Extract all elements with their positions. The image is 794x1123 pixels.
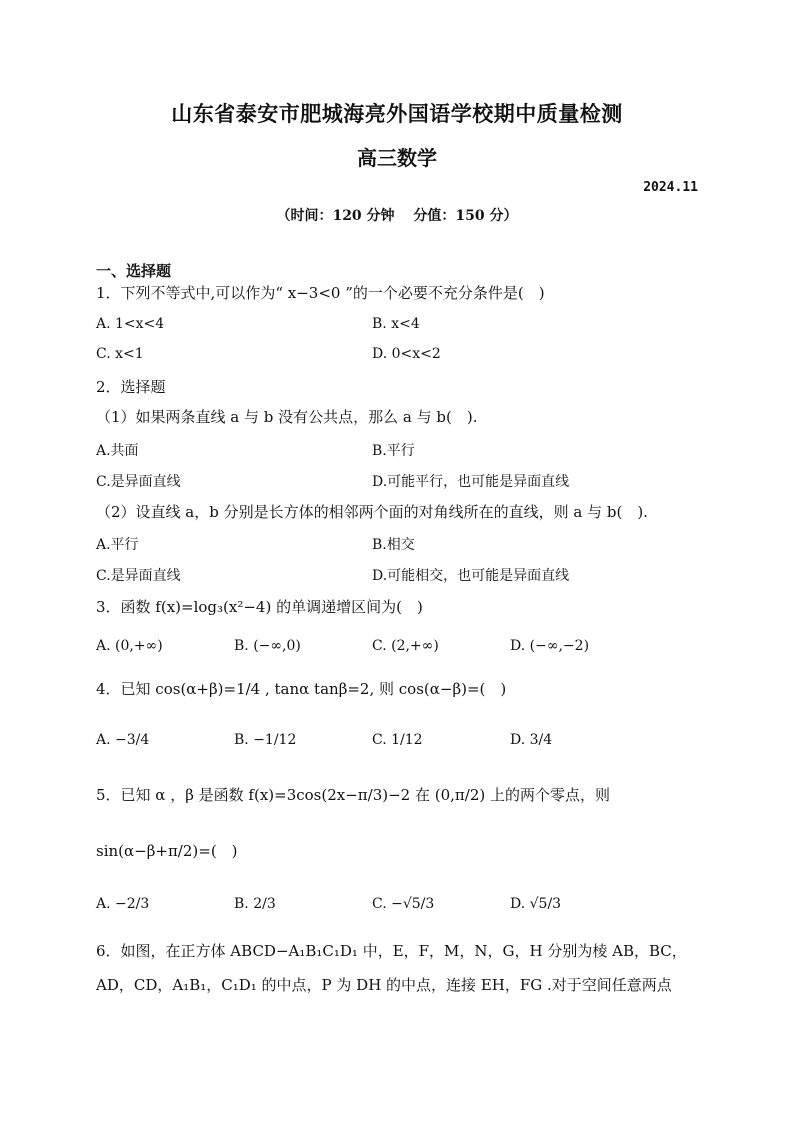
question-4-option-d: D. 3/4 (510, 732, 553, 748)
question-6-line-1: 6．如图，在正方体 ABCD−A₁B₁C₁D₁ 中，E，F，M，N，G，H 分别为棱 AB，BC， (96, 942, 687, 960)
question-4-option-c: C. 1/12 (372, 732, 423, 748)
question-5-option-d: D. √5/3 (510, 896, 562, 912)
exam-date: 2024.11 (643, 180, 698, 195)
page-subtitle: 高三数学 (357, 146, 437, 170)
question-1-option-c: C. x<1 (96, 346, 144, 362)
question-2-2-option-a: A.平行 (96, 537, 139, 553)
question-2-2-option-d: D.可能相交，也可能是异面直线 (372, 568, 570, 584)
section-heading: 一、选择题 (96, 262, 172, 280)
question-2-2-option-b: B.相交 (372, 537, 415, 553)
question-4-stem: 4．已知 cos(α+β)=1/4 , tanα tanβ=2, 则 cos(α−β)=( ) (96, 680, 507, 698)
page-title: 山东省泰安市肥城海亮外国语学校期中质量检测 (171, 101, 623, 126)
question-6-line-2: AD，CD，A₁B₁，C₁D₁ 的中点，P 为 DH 的中点，连接 EH，FG .对于空间任意两点 (96, 976, 672, 994)
question-4-option-b: B. −1/12 (234, 732, 297, 748)
question-2-1-option-a: A.共面 (96, 443, 139, 459)
question-2-1-option-c: C.是异面直线 (96, 474, 181, 490)
question-2-stem: 2．选择题 (96, 378, 166, 396)
question-3-stem: 3．函数 f(x)=log₃(x²−4) 的单调递增区间为( ) (96, 598, 423, 616)
question-3-option-b: B. (−∞,0) (234, 638, 301, 654)
question-2-1-option-d: D.可能平行，也可能是异面直线 (372, 474, 570, 490)
exam-info: （时间：120 分钟 分值：150 分） (276, 208, 518, 224)
question-5-stem: 5．已知 α ，β 是函数 f(x)=3cos(2x−π/3)−2 在 (0,π/2) 上的两个零点，则 (96, 786, 610, 804)
question-1-option-d: D. 0<x<2 (372, 346, 441, 362)
question-3-option-d: D. (−∞,−2) (510, 638, 590, 654)
question-2-2-option-c: C.是异面直线 (96, 568, 181, 584)
question-1-option-a: A. 1<x<4 (96, 316, 165, 332)
question-3-option-a: A. (0,+∞) (96, 638, 163, 654)
question-2-part-2: （2）设直线 a，b 分别是长方体的相邻两个面的对角线所在的直线，则 a 与 b( ). (96, 503, 648, 521)
question-2-1-option-b: B.平行 (372, 443, 415, 459)
question-3-option-c: C. (2,+∞) (372, 638, 439, 654)
question-5-option-b: B. 2/3 (234, 896, 276, 912)
question-4-option-a: A. −3/4 (96, 732, 150, 748)
question-2-part-1: （1）如果两条直线 a 与 b 没有公共点，那么 a 与 b( ). (96, 408, 478, 426)
question-1-option-b: B. x<4 (372, 316, 420, 332)
question-5-stem-continued: sin(α−β+π/2)=( ) (96, 842, 238, 860)
question-5-option-a: A. −2/3 (96, 896, 150, 912)
question-1-stem: 1．下列不等式中,可以作为“ x−3<0 ”的一个必要不充分条件是( ) (96, 284, 545, 302)
question-5-option-c: C. −√5/3 (372, 896, 435, 912)
